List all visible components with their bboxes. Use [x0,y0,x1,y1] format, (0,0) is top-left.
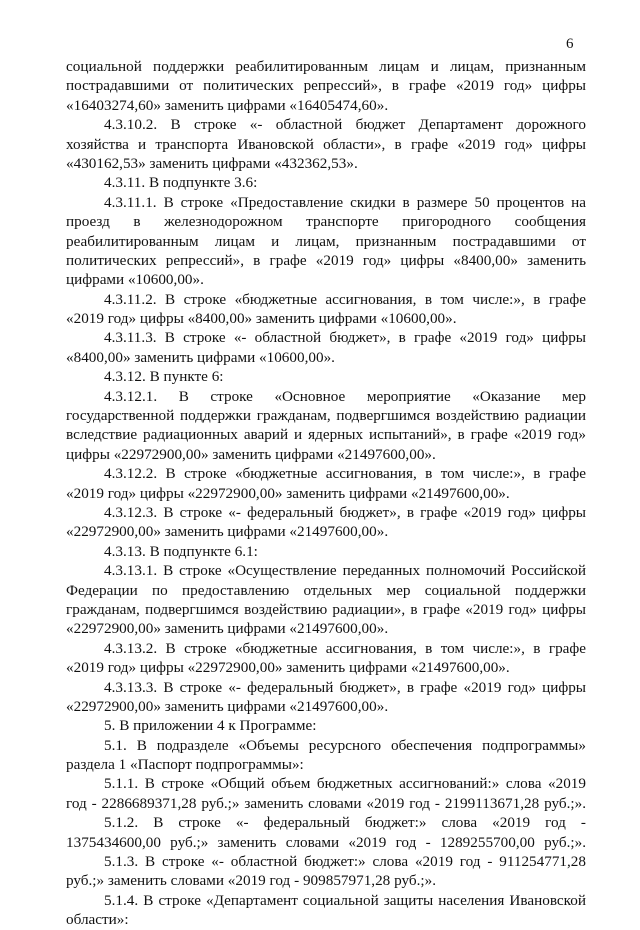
page-number: 6 [566,36,574,52]
text-line: области»: [66,911,129,929]
text-line: 4.3.11.2. В строке «бюджетные ассигнования, в том числе:», в графе [104,290,586,308]
text-line: «2019 год» цифры «8400,00» заменить цифрами «10600,00». [66,310,457,328]
text-line: проезд в железнодорожном транспорте пригородного сообщения [66,213,586,231]
text-line: 4.3.13.1. В строке «Осуществление переданных полномочий Российской [104,562,586,580]
text-line: «430162,53» заменить цифрами «432362,53». [66,154,358,172]
text-line: 5.1.2. В строке «- федеральный бюджет:» слова «2019 год - [104,814,586,832]
text-line: 4.3.11.1. В строке «Предоставление скидки в размере 50 процентов на [104,193,586,211]
text-line: политических репрессий», в графе «2019 год» цифры «8400,00» заменить [66,251,586,269]
text-line: Федерации по предоставлению отдельных мер социальной поддержки [66,581,586,599]
text-line: «2019 год» цифры «22972900,00» заменить цифрами «21497600,00». [66,659,510,677]
text-line: 4.3.13. В подпункте 6.1: [104,542,258,560]
text-line: 4.3.13.2. В строке «бюджетные ассигнования, в том числе:», в графе [104,639,586,657]
text-line: государственной поддержки гражданам, подвергшимся воздействию радиации [66,407,586,425]
text-line: руб.;» заменить словами «2019 год - 909857971,28 руб.;». [66,872,436,890]
text-line: 4.3.12.1. В строке «Основное мероприятие «Оказание мер [104,387,586,405]
text-line: цифры «22972900,00» заменить цифрами «21497600,00». [66,445,436,463]
text-line: «2019 год» цифры «22972900,00» заменить цифрами «21497600,00». [66,484,510,502]
text-line: пострадавшими от политических репрессий», в графе «2019 год» цифры [66,77,586,95]
text-line: 5.1.3. В строке «- областной бюджет:» слова «2019 год - 911254771,28 [104,853,586,871]
text-line: 5.1. В подразделе «Объемы ресурсного обеспечения подпрограммы» [104,736,586,754]
text-line: 4.3.12. В пункте 6: [104,368,224,386]
text-line: реабилитированным лицам и лицам, признанным пострадавшими от [66,232,586,250]
text-line: 4.3.13.3. В строке «- федеральный бюджет», в графе «2019 год» цифры [104,678,586,696]
document-body [66,57,586,930]
text-line: 4.3.11.3. В строке «- областной бюджет», в графе «2019 год» цифры [104,329,586,347]
text-line: вследствие радиационных аварий и ядерных испытаний», в графе «2019 год» [66,426,586,444]
text-line: хозяйства и транспорта Ивановской области», в графе «2019 год» цифры [66,135,586,153]
text-line: 1375434600,00 руб.;» заменить словами «2019 год - 1289255700,00 руб.;». [66,833,586,851]
text-line: 4.3.11. В подпункте 3.6: [104,174,258,192]
text-line: 5.1.4. В строке «Департамент социальной защиты населения Ивановской [104,891,586,909]
text-line: 5.1.1. В строке «Общий объем бюджетных ассигнований:» слова «2019 [104,775,586,793]
text-line: 4.3.10.2. В строке «- областной бюджет Департамент дорожного [104,116,586,134]
text-line: «8400,00» заменить цифрами «10600,00». [66,348,335,366]
text-line: «22972900,00» заменить цифрами «21497600,00». [66,620,389,638]
text-line: гражданам, подвергшимся воздействию радиации», в графе «2019 год» цифры [66,600,586,618]
text-line: «16403274,60» заменить цифрами «16405474,60». [66,96,389,114]
text-line: 4.3.12.2. В строке «бюджетные ассигнования, в том числе:», в графе [104,465,586,483]
text-line: 5. В приложении 4 к Программе: [104,717,317,735]
text-line: раздела 1 «Паспорт подпрограммы»: [66,756,304,774]
text-line: «22972900,00» заменить цифрами «21497600,00». [66,697,389,715]
text-line: цифрами «10600,00». [66,271,204,289]
text-line: год - 2286689371,28 руб.;» заменить словами «2019 год - 2199113671,28 руб.;». [66,794,586,812]
text-line: «22972900,00» заменить цифрами «21497600,00». [66,523,389,541]
text-line: 4.3.12.3. В строке «- федеральный бюджет», в графе «2019 год» цифры [104,503,586,521]
text-line: социальной поддержки реабилитированным лицам и лицам, признанным [66,58,586,75]
